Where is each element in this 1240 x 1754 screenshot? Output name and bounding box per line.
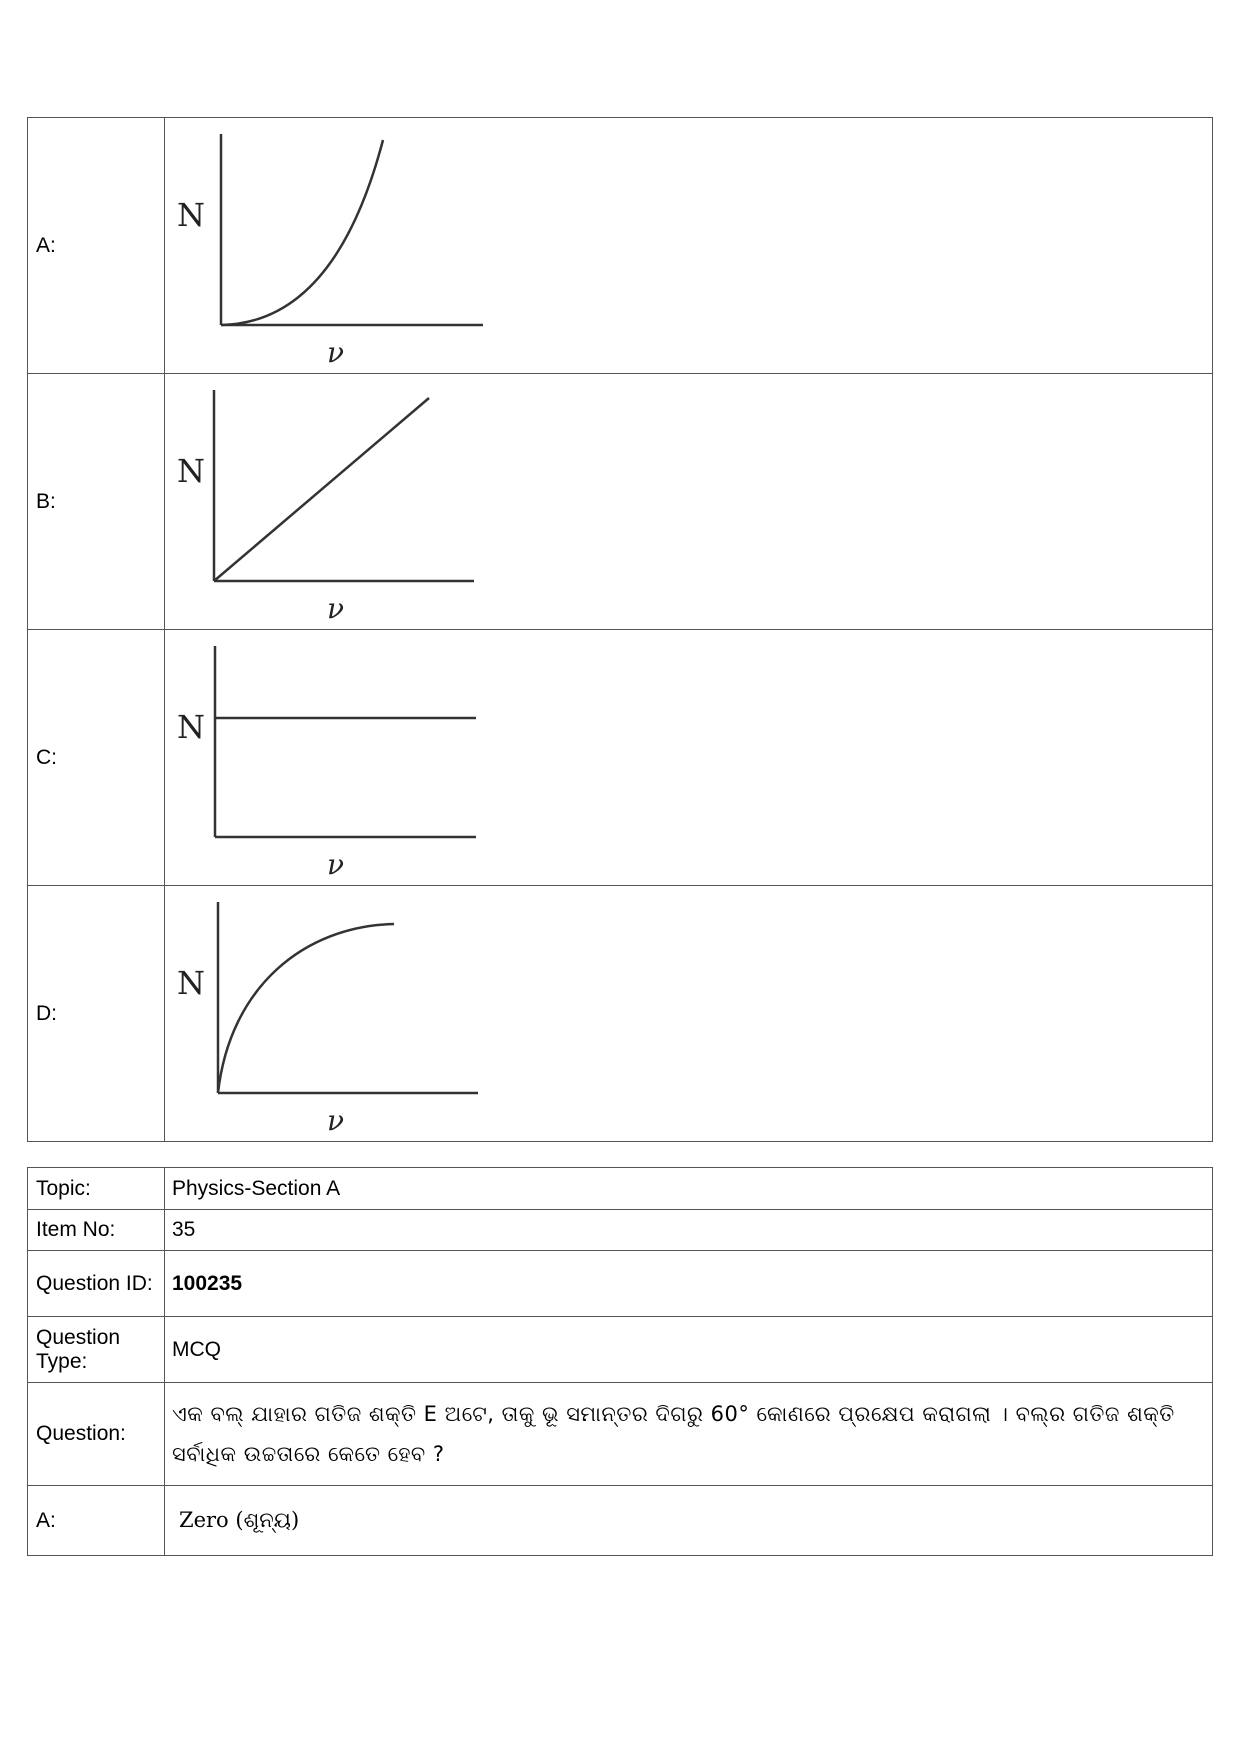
y-axis-label: N — [177, 708, 205, 746]
option-graph-cell — [165, 374, 1213, 630]
graph-d-increasing-concave-saturating — [165, 886, 1223, 1141]
question-type-label: Question Type: — [28, 1317, 165, 1383]
question-id-row — [28, 1251, 1213, 1317]
option-graph-cell — [165, 630, 1213, 886]
option-row-c — [28, 630, 1213, 886]
option-row-d — [28, 886, 1213, 1142]
x-axis-label: ν — [327, 848, 345, 881]
item-value: 35 — [165, 1210, 1213, 1251]
answer-text: Zero (ଶୂନ୍ୟ) — [165, 1486, 1213, 1556]
question-id-label: Question ID: — [28, 1251, 165, 1317]
question-meta-table — [27, 1167, 1213, 1556]
topic-row — [28, 1168, 1213, 1210]
question-text: ଏକ ବଲ୍ ଯାହାର ଗତିଜ ଶକ୍ତି E ଅଟେ, ତାକୁ ଭୂ ସମାନ୍ତର ଦିଗରୁ 60° କୋଣରେ ପ୍ରକ୍ଷେପ କରାଗଲା । ବଲ୍ର ଗତିଜ ଶକ୍ତି ସର୍ବାଧିକ ଉଚ୍ଚତାରେ କେତେ ହେବ ? — [165, 1383, 1213, 1486]
option-label: D: — [28, 886, 165, 1142]
y-axis-label: N — [177, 196, 205, 234]
question-row — [28, 1383, 1213, 1486]
question-id-value: 100235 — [165, 1251, 1213, 1317]
question-type-value: MCQ — [165, 1317, 1213, 1383]
option-row-a — [28, 118, 1213, 374]
options-table — [27, 117, 1213, 1142]
item-label: Item No: — [28, 1210, 165, 1251]
option-label: C: — [28, 630, 165, 886]
graph-b-linear-increasing — [165, 374, 1223, 629]
answer-row — [28, 1486, 1213, 1556]
graph-a-increasing-convex — [165, 118, 1223, 373]
x-axis-label: ν — [327, 1104, 345, 1137]
item-row — [28, 1210, 1213, 1251]
y-axis-label: N — [177, 964, 205, 1002]
graph-c-constant — [165, 630, 1223, 885]
x-axis-label: ν — [327, 336, 345, 369]
curve-line — [214, 398, 429, 581]
topic-value: Physics-Section A — [165, 1168, 1213, 1210]
question-type-row — [28, 1317, 1213, 1383]
curve-line — [218, 924, 394, 1093]
x-axis-label: ν — [327, 592, 345, 625]
question-label: Question: — [28, 1383, 165, 1486]
answer-label: A: — [28, 1486, 165, 1556]
option-graph-cell — [165, 118, 1213, 374]
option-graph-cell — [165, 886, 1213, 1142]
curve-line — [221, 140, 383, 325]
option-label: A: — [28, 118, 165, 374]
option-row-b — [28, 374, 1213, 630]
y-axis-label: N — [177, 452, 205, 490]
option-label: B: — [28, 374, 165, 630]
topic-label: Topic: — [28, 1168, 165, 1210]
